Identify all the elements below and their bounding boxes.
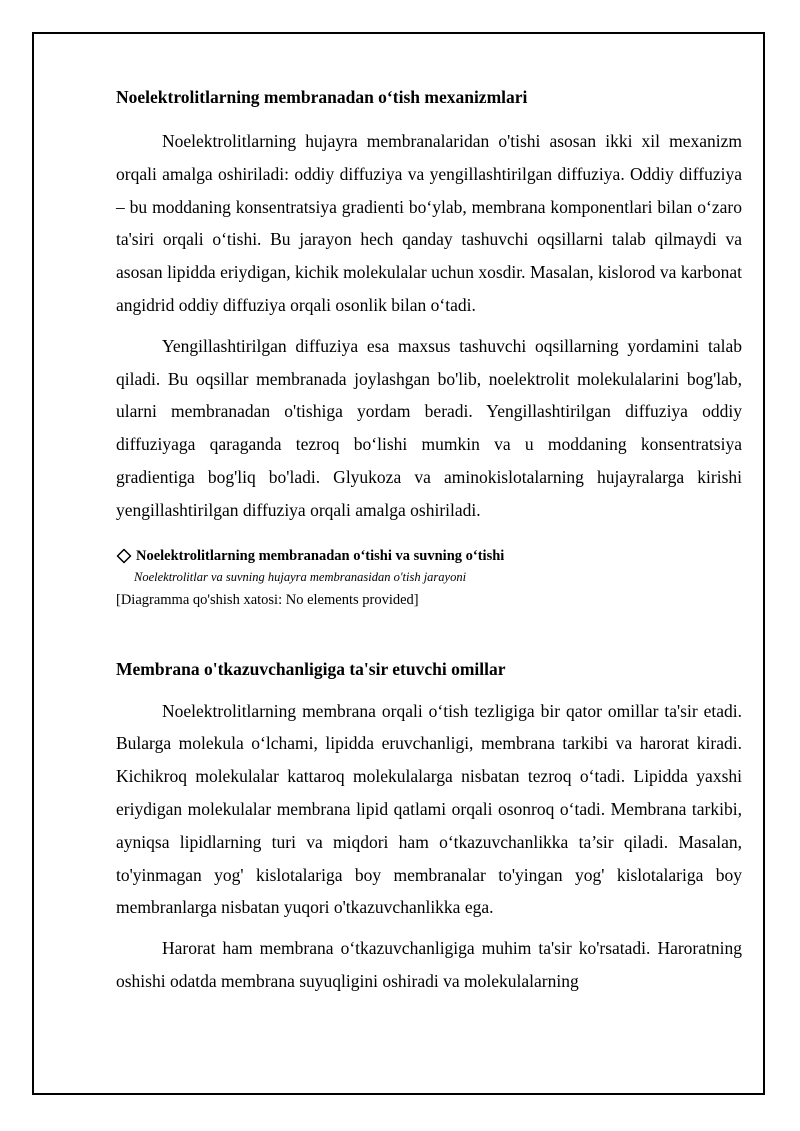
- diamond-outline-icon: [116, 548, 132, 564]
- diagram-heading: [116, 545, 742, 567]
- paragraph: Yengillashtirilgan diffuziya esa maxsus tashuvchi oqsillarning yordamini talab qiladi. Bu oqsillar membranada joylashgan bo'lib, noelektrolit molekulalarini bog'lab, ularni membranadan o'tishiga yordam beradi. Yengillashtirilgan diffuziya oddiy diffuziyaga qaraganda tezroq bo‘lishi mumkin va u moddaning konsentratsiya gradientiga bog'liq bo'ladi. Glyukoza va aminokislotalarning hujayralarga kirishi yengillashtirilgan diffuziya orqali amalga oshiriladi.: [116, 335, 742, 520]
- section-title-mechanisms: Noelektrolitlarning membranadan o‘tish mexanizmlari: [116, 87, 528, 107]
- paragraph: Noelektrolitlarning membrana orqali o‘tish tezligiga bir qator omillar ta'sir etadi. Bularga molekula o‘lchami, lipidda eruvchanligi, membrana tarkibi va harorat kiradi. Kichikroq molekulalar kattaroq molekulalarga nisbatan tezroq o‘tadi. Lipidda yaxshi eriydigan molekulalar membrana lipid qatlami orqali osonroq o‘tadi. Membrana tarkibi, ayniqsa lipidlarning turi va miqdori ham o‘tkazuvchanlikka ta’sir qiladi. Masalan, to'yinmagan yog' kislotalariga boy membranalar to'yingan yog' kislotalariga boy membranlarga nisbatan yuqori o'tkazuvchanlikka ega.: [116, 700, 742, 918]
- diagram-placeholder: [116, 545, 742, 657]
- paragraph: Harorat ham membrana o‘tkazuvchanligiga muhim ta'sir ko'rsatadi. Haroratning oshishi odatda membrana suyuqligini oshiradi va molekulalarning: [116, 938, 742, 991]
- section-title-factors: Membrana o'tkazuvchanligiga ta'sir etuvchi omillar: [116, 658, 506, 679]
- paragraph: Noelektrolitlarning hujayra membranalaridan o'tishi asosan ikki xil mexanizm orqali amalga oshiriladi: oddiy diffuziya va yengillashtirilgan diffuziya. Oddiy diffuziya – bu moddaning konsentratsiya gradienti bo‘ylab, membrana komponentlari bilan o‘zaro ta'siri orqali o‘tishi. Bu jarayon hech qanday tashuvchi oqsillarni talab qilmaydi va asosan lipidda eriydigan, kichik molekulalar uchun xosdir. Masalan, kislorod va karbonat angidrid oddiy diffuziya orqali osonlik bilan o‘tadi.: [116, 131, 742, 315]
- diagram-error-message: [Diagramma qo'shish xatosi: No elements provided]: [116, 591, 419, 608]
- diagram-title: Noelektrolitlarning membranadan o‘tishi va suvning o‘tishi: [136, 547, 505, 564]
- diagram-caption: Noelektrolitlar va suvning hujayra membranasidan o'tish jarayoni: [134, 569, 467, 584]
- document-body: [116, 85, 742, 1006]
